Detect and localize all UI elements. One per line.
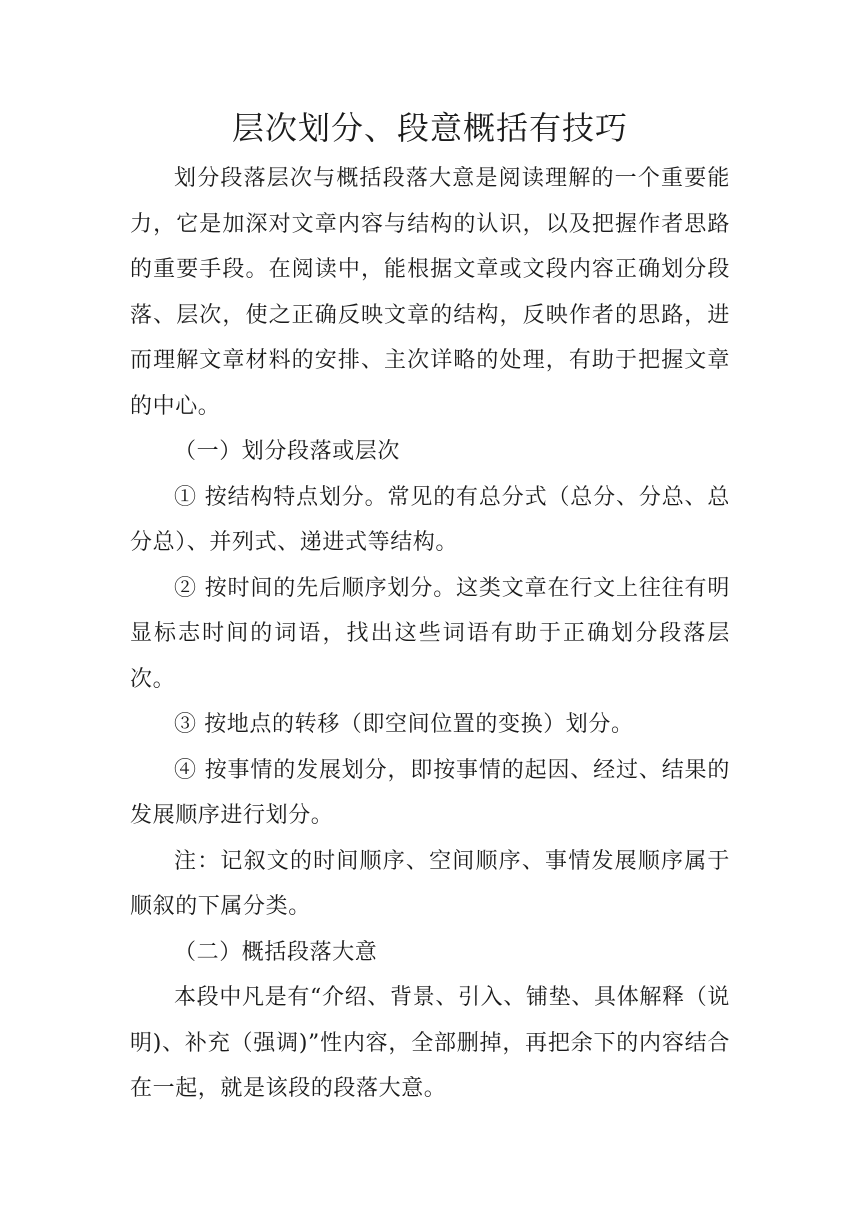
note-paragraph: 注：记叙文的时间顺序、空间顺序、事情发展顺序属于顺叙的下属分类。 [130,848,730,919]
method-paragraph-3: ③ 按地点的转移（即空间位置的变换）划分。 [174,712,634,737]
method-paragraph-2: ② 按时间的先后顺序划分。这类文章在行文上往往有明显标志时间的词语，找出这些词语有助于正确划分段落层次。 [130,575,730,692]
method-paragraph-1: ① 按结构特点划分。常见的有总分式（总分、分总、总分总）、并列式、递进式等结构。 [130,484,730,555]
document-title: 层次划分、段意概括有技巧 [231,109,628,147]
document-page [130,100,730,1112]
summary-paragraph: 本段中凡是有“介绍、背景、引入、铺垫、具体解释（说明)、补充（强调)”性内容，全部删掉，再把余下的内容结合在一起，就是该段的段落大意。 [130,985,730,1101]
intro-paragraph: 划分段落层次与概括段落大意是阅读理解的一个重要能力，它是加深对文章内容与结构的认识，以及把握作者思路的重要手段。在阅读中，能根据文章或文段内容正确划分段落、层次，使之正确反映文章的结构，反映作者的思路，进而理解文章材料的安排、主次详略的处理，有助于把握文章的中心。 [130,166,730,419]
section-heading-2: （二）概括段落大意 [174,939,378,965]
section-heading-1: （一）划分段落或层次 [174,439,401,464]
method-paragraph-4: ④ 按事情的发展划分，即按事情的起因、经过、结果的发展顺序进行划分。 [130,757,730,828]
